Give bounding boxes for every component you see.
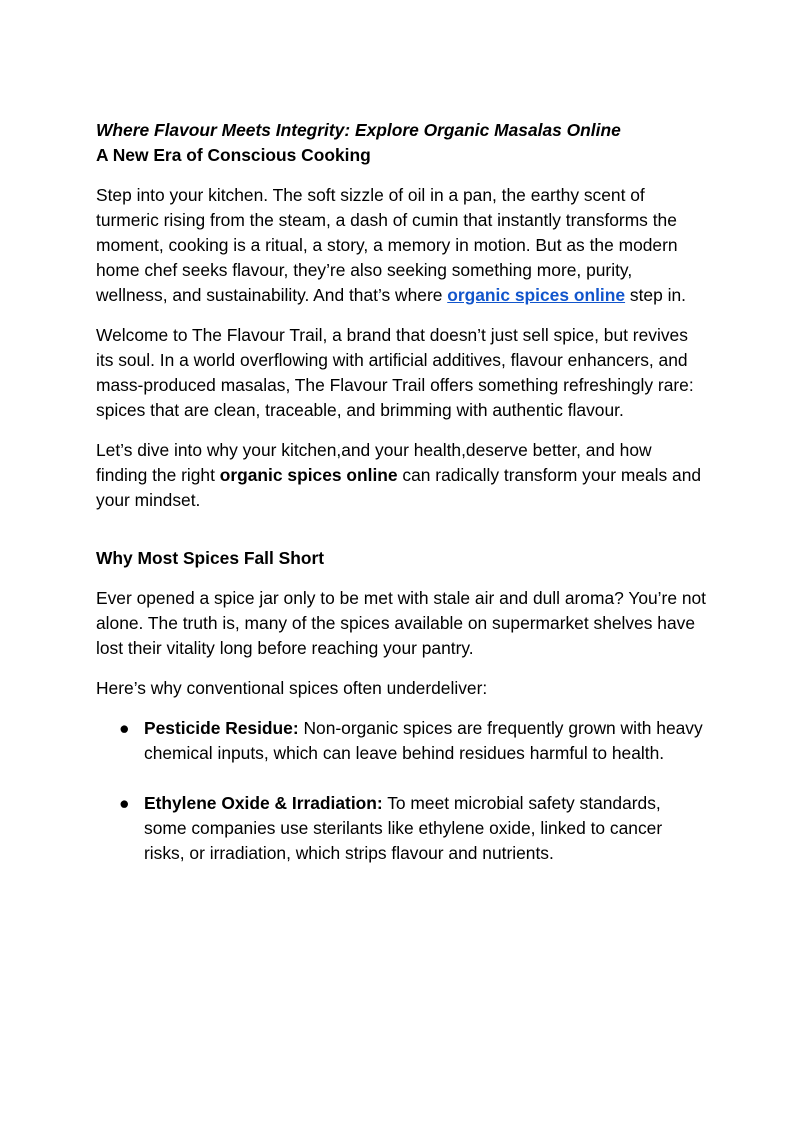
stale-spice-paragraph: Ever opened a spice jar only to be met with stale air and dull aroma? You’re not alone. The truth is, many of the spices available on supermarket shelves have lost their vitality long before reaching your pantry.	[96, 588, 707, 658]
underdeliver-paragraph: Here’s why conventional spices often underdeliver:	[96, 678, 488, 698]
dive-text-end: can radically transform your meals and your mindset.	[96, 465, 702, 510]
list-item-term: Ethylene Oxide & Irradiation:	[144, 793, 383, 813]
bullet-icon: ●	[119, 718, 130, 738]
bullet-icon: ●	[119, 793, 130, 813]
section-heading: Why Most Spices Fall Short	[96, 548, 325, 568]
intro-text-end: step in.	[625, 285, 686, 305]
list-item-text: To meet microbial safety standards, some companies use sterilants like ethylene oxide, linked to cancer risks, or irradiation, which strips flavour and nutrients.	[144, 793, 663, 863]
document-subtitle: A New Era of Conscious Cooking	[96, 145, 371, 165]
list-item-text: Non-organic spices are frequently grown with heavy chemical inputs, which can leave behind residues harmful to health.	[144, 718, 703, 763]
list-item-term: Pesticide Residue:	[144, 718, 299, 738]
list-item	[119, 791, 706, 866]
reasons-list	[96, 716, 706, 866]
list-item	[119, 716, 706, 766]
welcome-paragraph: Welcome to The Flavour Trail, a brand that doesn’t just sell spice, but revives its soul. In a world overflowing with artificial additives, flavour enhancers, and mass-produced masalas, The Flavour Trail offers something refreshingly rare: spices that are clean, traceable, and brimming with authentic flavour.	[96, 325, 694, 420]
dive-keyword: organic spices online	[219, 465, 398, 485]
organic-spices-online-link[interactable]: organic spices online	[447, 285, 626, 305]
dive-paragraph	[96, 438, 706, 513]
document-page	[96, 118, 706, 891]
document-title: Where Flavour Meets Integrity: Explore Organic Masalas Online	[96, 120, 621, 140]
intro-paragraph	[96, 183, 706, 308]
intro-text: Step into your kitchen. The soft sizzle of oil in a pan, the earthy scent of turmeric rising from the steam, a dash of cumin that instantly transforms the moment, cooking is a ritual, a story, a memory in motion. But as the modern home chef seeks flavour, they’re also seeking something more, purity, wellness, and sustainability. And that’s where	[96, 185, 678, 305]
dive-text: Let’s dive into why your kitchen,and your health,deserve better, and how finding the right	[96, 440, 652, 485]
